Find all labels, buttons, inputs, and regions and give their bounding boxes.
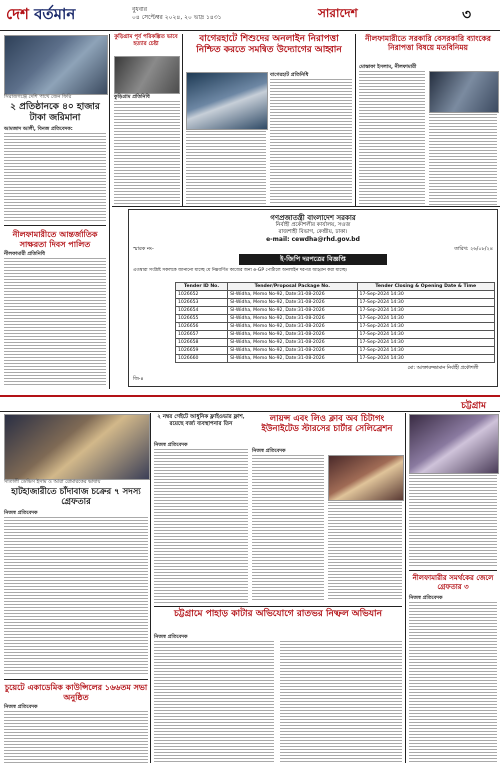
story-photo [114,56,180,94]
column-rule [405,413,406,763]
table-cell: 17-Sep-2024 14:30 [357,315,494,323]
table-cell: 17-Sep-2024 14:30 [357,299,494,307]
story-headline: চুয়েটে একাডেমিক কাউন্সিলের ১৬৬তম সভা অনুষ্ঠিত [4,682,148,702]
table-cell: SI-Widha, Memo No-92, Date:31-08-2026 [228,291,357,299]
story-body-text [280,641,402,763]
table-cell: 17-Sep-2024 14:30 [357,307,494,315]
column-rule [150,413,151,763]
table-row [176,323,495,331]
column-rule [355,34,356,206]
table-cell: SI-Widha, Memo No-92, Date:31-08-2026 [228,347,357,355]
column-rule [182,34,183,206]
table-row [176,355,495,363]
story-body-text [252,455,324,601]
photo-caption: সাতালী ডেভিস ইসাম ও আরা রোমারকের ভাষায় [4,479,101,485]
story-headline: চট্টগ্রামে পাহাড় কাটার অভিযোগে রাতভর নিষ্ফল অভিযান [173,609,383,619]
table-row [176,307,495,315]
row-rule [4,225,106,226]
story-body-text [186,131,266,205]
table-cell: 1026655 [176,315,228,323]
story-byline: নীলফামারী প্রতিনিধি [4,251,45,257]
row-rule [154,606,402,607]
table-row [176,291,495,299]
row-rule [409,570,497,571]
masthead [0,0,500,31]
story-headline: লায়ন্স এবং লিও ক্লাব অব চিটাগং ইউনাইটেড স্টারসের চার্টার সেলিব্রেশন [261,414,393,434]
story-body-text [328,502,402,601]
story-byline: বাগেরহাট প্রতিনিধি [270,72,309,78]
table-cell: 1026653 [176,299,228,307]
story-body-text [409,602,497,763]
tender-table-header [176,283,495,291]
notice-email: e-mail: cewdha@rhd.gov.bd [266,236,360,243]
notice-signer: মো: আক্তারুজ্জামান নির্বাহী প্রকৌশলী [407,366,479,371]
table-cell: SI-Widha, Memo No-92, Date:31-08-2026 [228,323,357,331]
table-row [176,339,495,347]
table-cell: 1026658 [176,339,228,347]
story-photo [409,414,499,474]
column-rule [109,34,110,389]
story-byline: নিজস্ব প্রতিবেদক [252,448,286,454]
story-photo [328,455,404,501]
notice-intro: এতদ্বারা সংশ্লিষ্ট সকলকে জানানো যাচ্ছে যে নিম্নবর্ণিত কাজের জন্য e-GP পোর্টালে অনলাইন দরপত্র আহ্বান করা যাচ্ছে। [133,268,348,273]
row-rule [112,206,500,207]
table-cell: SI-Widha, Memo No-92, Date:31-08-2026 [228,299,357,307]
table-cell: 17-Sep-2024 14:30 [357,323,494,331]
story-byline: নিজস্ব প্রতিবেদক [4,704,38,710]
dateline [132,6,222,22]
table-row [176,315,495,323]
story-headline: নীলফামারীতে সরকারি বেসরকারি ব্যাংকের নিরাপত্তা বিষয়ে মতবিনিময় [365,34,491,52]
notice-date: তারিখ: ২৬/০৮/২৪ [454,246,493,252]
notice-memo: স্মারক নং- [133,246,154,252]
logo-part-b: বর্তমান [34,5,76,23]
story-body-text [359,71,425,205]
table-cell: 1026657 [176,331,228,339]
story-byline: নিজস্ব প্রতিবেদক [4,510,38,516]
table-cell: 1026659 [176,347,228,355]
story-body-text [4,711,148,763]
date-label: ০৪ সেপ্টেম্বর ২০২৪, ২০ ভাদ্র ১৪৩১ [132,14,222,21]
table-cell: SI-Widha, Memo No-92, Date:31-08-2026 [228,315,357,323]
table-cell: 17-Sep-2024 14:30 [357,339,494,347]
table-cell: 1026656 [176,323,228,331]
column-header: Tender Closing & Opening Date & Time [357,283,494,291]
table-cell: 1026652 [176,291,228,299]
story-headline: নীলফামারীর সমর্থকের জেলে গ্রেফতার ৩ [412,573,494,591]
story-byline: নিজস্ব প্রতিবেদক [154,634,188,640]
notice-government: গণপ্রজাতন্ত্রী বাংলাদেশ সরকার [270,214,356,222]
section-band-title: চট্টগ্রাম [461,401,486,411]
table-cell: 17-Sep-2024 14:30 [357,355,494,363]
story-byline: কুড়িগ্রাম প্রতিনিধি [114,94,150,100]
story-body-text [114,101,180,205]
story-photo [4,35,108,95]
column-header: Tender ID No. [176,283,228,291]
story-photo [4,414,150,480]
table-row [176,347,495,355]
page-number: ৩ [462,7,472,23]
notice-code: জি-৪ [133,377,144,382]
table-cell: SI-Widha, Memo No-92, Date:31-08-2026 [228,331,357,339]
story-kicker: ২ নম্বর গেইটে আধুনিক ফ্লাইওভার ফ্লাশ, রয়েছে বর্জ্য ব্যবস্থাপনার তিন [157,414,245,427]
story-body-text [154,449,248,603]
column-header: Tender/Proposal Package No. [228,283,357,291]
story-body-text [409,475,497,567]
story-body-text [4,517,148,675]
story-body-text [270,79,352,205]
section-band [0,395,500,412]
table-cell: 17-Sep-2024 14:30 [357,347,494,355]
story-byline: আমজাদ আলী, বিনজ প্রতিবেদক: [4,126,73,132]
story-kicker: কুড়িগ্রাম পূর্ব পরিকল্পিত ভাবে হত্যার চেষ্টা [114,34,178,47]
row-rule [4,679,148,680]
notice-office: নির্বাহী প্রকৌশলীর কার্যালয়, সওজ [275,222,351,228]
table-cell: 17-Sep-2024 14:30 [357,291,494,299]
table-cell: SI-Widha, Memo No-92, Date:31-08-2026 [228,339,357,347]
story-body-text [4,258,106,386]
story-body-text [429,114,497,205]
day-label: বুধবার [132,6,148,13]
notice-title: ই-জিপি দরপত্রের বিজ্ঞপ্তি [239,254,387,265]
story-byline: নিজস্ব প্রতিবেদক [154,442,188,448]
story-byline: মোস্তাফা ইসলাম, নীলফামারী [359,64,417,70]
table-cell: SI-Widha, Memo No-92, Date:31-08-2026 [228,355,357,363]
newspaper-logo [6,3,75,28]
story-body-text [154,641,274,763]
story-photo [186,72,268,130]
logo-part-a: দেশ [6,5,29,23]
tender-table [175,282,495,363]
table-cell: 17-Sep-2024 14:30 [357,331,494,339]
table-row [176,299,495,307]
tender-notice [128,209,498,387]
story-body-text [4,133,106,221]
table-cell: SI-Widha, Memo No-92, Date:31-08-2026 [228,307,357,315]
table-cell: 1026660 [176,355,228,363]
section-title: সারাদেশ [318,6,358,20]
story-headline: বাগেরহাটে শিশুদের অনলাইন নিরাপত্তা নিশ্চিত করতে সমন্বিত উদ্যোগের আহ্বান [196,34,342,55]
story-headline: নীলফামারীতে আন্তর্জাতিক সাক্ষরতা দিবস পালিত [12,229,98,249]
story-headline: হাটহাজারীতে চাঁদাবাজ চক্রের ৭ সদস্য গ্রেফতার [11,487,141,507]
table-cell: 1026654 [176,307,228,315]
notice-address: রাজশাহী বিভাগ, কেন্দ্রীয়, ঢাকা। [278,229,348,235]
story-byline: নিজস্ব প্রতিবেদক [409,595,443,601]
story-headline: ২ প্রতিষ্ঠানকে ৪০ হাজার টাকা জরিমানা [10,102,100,123]
photo-caption: সিরাজগঞ্জে দেশি পাখে জেন ফিরি [4,94,72,100]
story-photo [429,71,499,113]
table-row [176,331,495,339]
